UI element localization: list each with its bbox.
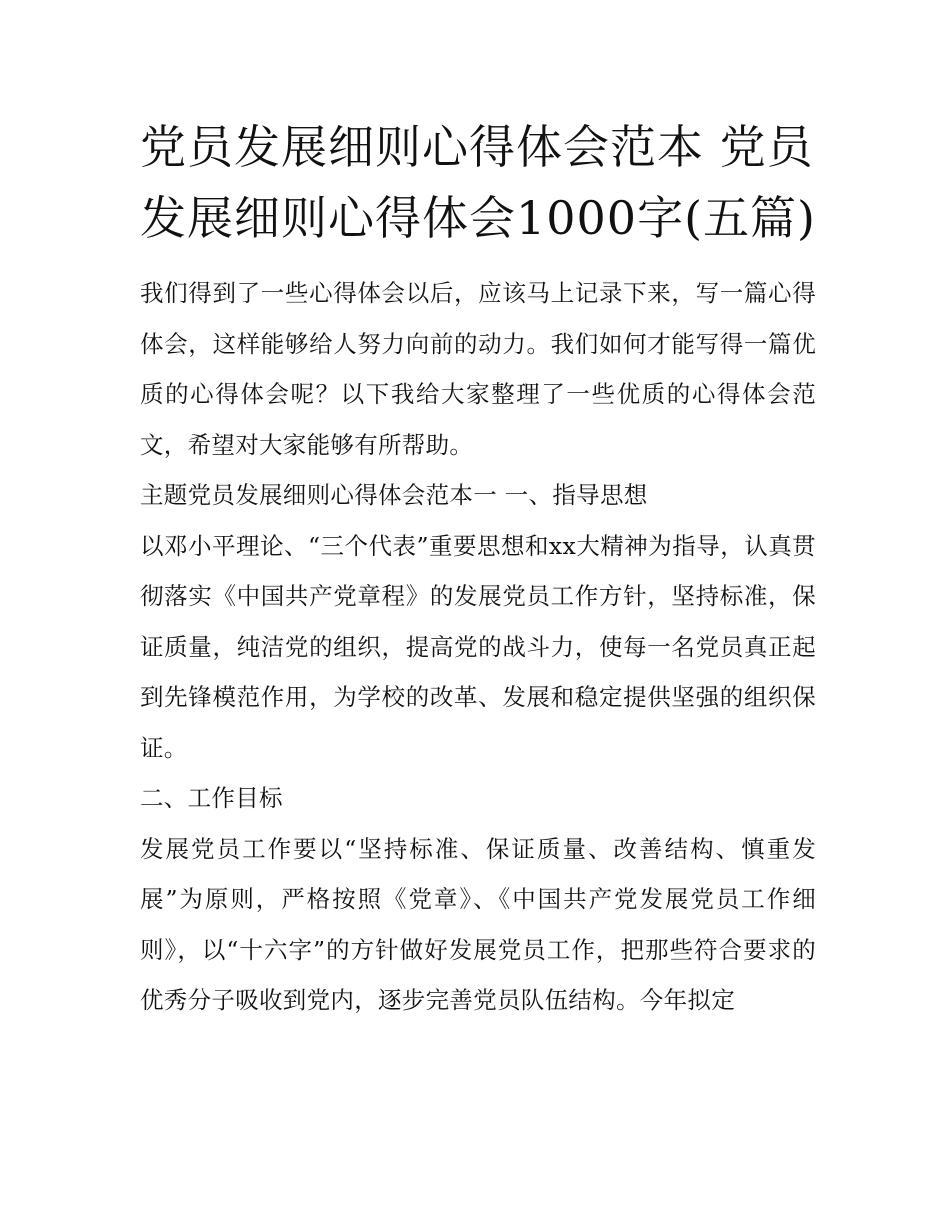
guiding-ideology-paragraph: 以邓小平理论、“三个代表”重要思想和xx大精神为指导，认真贯彻落实《中国共产党章程》的发展党员工作方针，坚持标准，保证质量，纯洁党的组织，提高党的战斗力，使每一名党员真正起到先锋模范作用，为学校的改革、发展和稳定提供坚强的组织保证。 [140,531,816,762]
document-title: 党员发展细则心得体会范本 党员发展细则心得体会1000字(五篇) [140,120,816,245]
intro-paragraph: 我们得到了一些心得体会以后，应该马上记录下来，写一篇心得体会，这样能够给人努力向前的动力。我们如何才能写得一篇优质的心得体会呢？以下我给大家整理了一些优质的心得体会范文，希望对大家能够有所帮助。 [140,279,816,459]
document-page [140,112,816,1026]
section-heading-work-goals: 二、工作目标 [140,784,283,812]
work-goals-paragraph: 发展党员工作要以“坚持标准、保证质量、改善结构、慎重发展”为原则，严格按照《党章》、《中国共产党发展党员工作细则》，以“十六字”的方针做好发展党员工作，把那些符合要求的优秀分子吸收到党内，逐步完善党员队伍结构。今年拟定 [140,834,816,1014]
section-heading-guiding-ideology: 主题党员发展细则心得体会范本一 一、指导思想 [140,481,648,509]
